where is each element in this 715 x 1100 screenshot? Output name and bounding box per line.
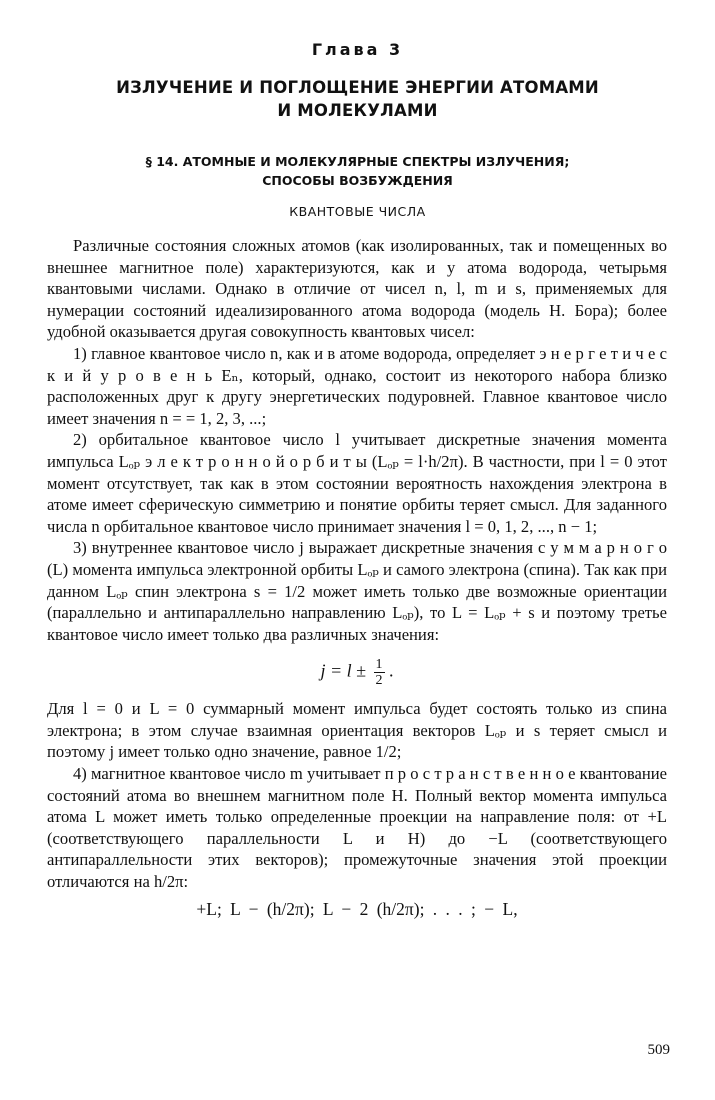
formula-j-numerator: 1 [375, 657, 383, 673]
paragraph-inner-number: 3) внутреннее квантовое число j выражает дискретные значения с у м м а р н о г о (L) момента импульса электронной орбиты Lₒₚ и самого электрона (спина). Так как при данном Lₒₚ спин электрона s = 1/2 может иметь только две возможные ориентации (параллельно и антипараллельно направлению Lₒₚ), то L = Lₒₚ + s и поэтому третье квантовое число имеет только два различных значения: [47, 538, 667, 644]
section-title-line-2: СПОСОБЫ ВОЗБУЖДЕНИЯ [262, 173, 453, 188]
formula-j-tail: . [389, 660, 394, 681]
paragraph-after-formula: Для l = 0 и L = 0 суммарный момент импульса будет состоять только из спина электрона; в этом случае взаимная ориентация векторов Lₒₚ и s теряет смысл и поэтому j имеет только одно значение, равное 1/2; [47, 699, 667, 762]
chapter-label: Глава 3 [311, 40, 404, 59]
page-number: 509 [647, 1042, 670, 1058]
formula-j-denominator: 2 [375, 673, 383, 689]
chapter-title-line-2: И МОЛЕКУЛАМИ [277, 101, 438, 120]
section-title-line-1: § 14. АТОМНЫЕ И МОЛЕКУЛЯРНЫЕ СПЕКТРЫ ИЗЛУЧЕНИЯ; [145, 154, 570, 169]
section-title [0, 152, 715, 190]
chapter-title [0, 76, 715, 122]
paragraph-intro: Различные состояния сложных атомов (как изолированных, так и помещенных во внешнее магнитное поле) характеризуются, как и у атома водорода, четырьмя квантовыми числами. Однако в отличие от чисел n, l, m и s, применяемых для нумерации состояний идеализированного атома водорода (модель Н. Бора); более удобной оказывается другая совокупность квантовых чисел: [47, 236, 667, 342]
chapter-title-line-1: ИЗЛУЧЕНИЕ И ПОГЛОЩЕНИЕ ЭНЕРГИИ АТОМАМИ [116, 78, 599, 97]
formula-projections: +L; L − (h/2π); L − 2 (h/2π); . . . ; − L, [196, 898, 518, 919]
paragraph-magnetic-number: 4) магнитное квантовое число m учитывает п р о с т р а н с т в е н н о е квантование состояний атома во внешнем магнитном поле H. Полный вектор момента импульса атома L может иметь только определенные проекции на направление поля: от +L (соответствующего параллельности L и H) до −L (соответствующего антипараллельности этих векторов); промежуточные значения этой проекции отличаются на h/2π: [47, 764, 667, 892]
formula-j-lhs: j = l ± [320, 660, 367, 681]
subsection-title: КВАНТОВЫЕ ЧИСЛА [289, 204, 426, 219]
formula-j [47, 657, 667, 688]
formula-j-fraction [374, 657, 385, 688]
paragraph-principal-number: 1) главное квантовое число n, как и в атоме водорода, определяет э н е р г е т и ч е с к и й у р о в е н ь Eₙ, который, однако, состоит из некоторого набора близко расположенных друг к другу энергетических подуровней. Главное квантовое число имеет значения n = = 1, 2, 3, ...; [47, 343, 667, 428]
paragraph-orbital-number: 2) орбитальное квантовое число l учитывает дискретные значения момента импульса Lₒₚ э л е к т р о н н о й о р б и т ы (Lₒₚ = l·h/2π). В частности, при l = 0 этот момент отсутствует, так как в этом состоянии вероятность нахождения электрона в атоме имеет сферическую симметрию и понятие орбиты теряет смысл. Для заданного числа n орбитальное квантовое число принимает значения l = 0, 1, 2, ..., n − 1; [47, 430, 667, 536]
body-text [47, 235, 667, 920]
